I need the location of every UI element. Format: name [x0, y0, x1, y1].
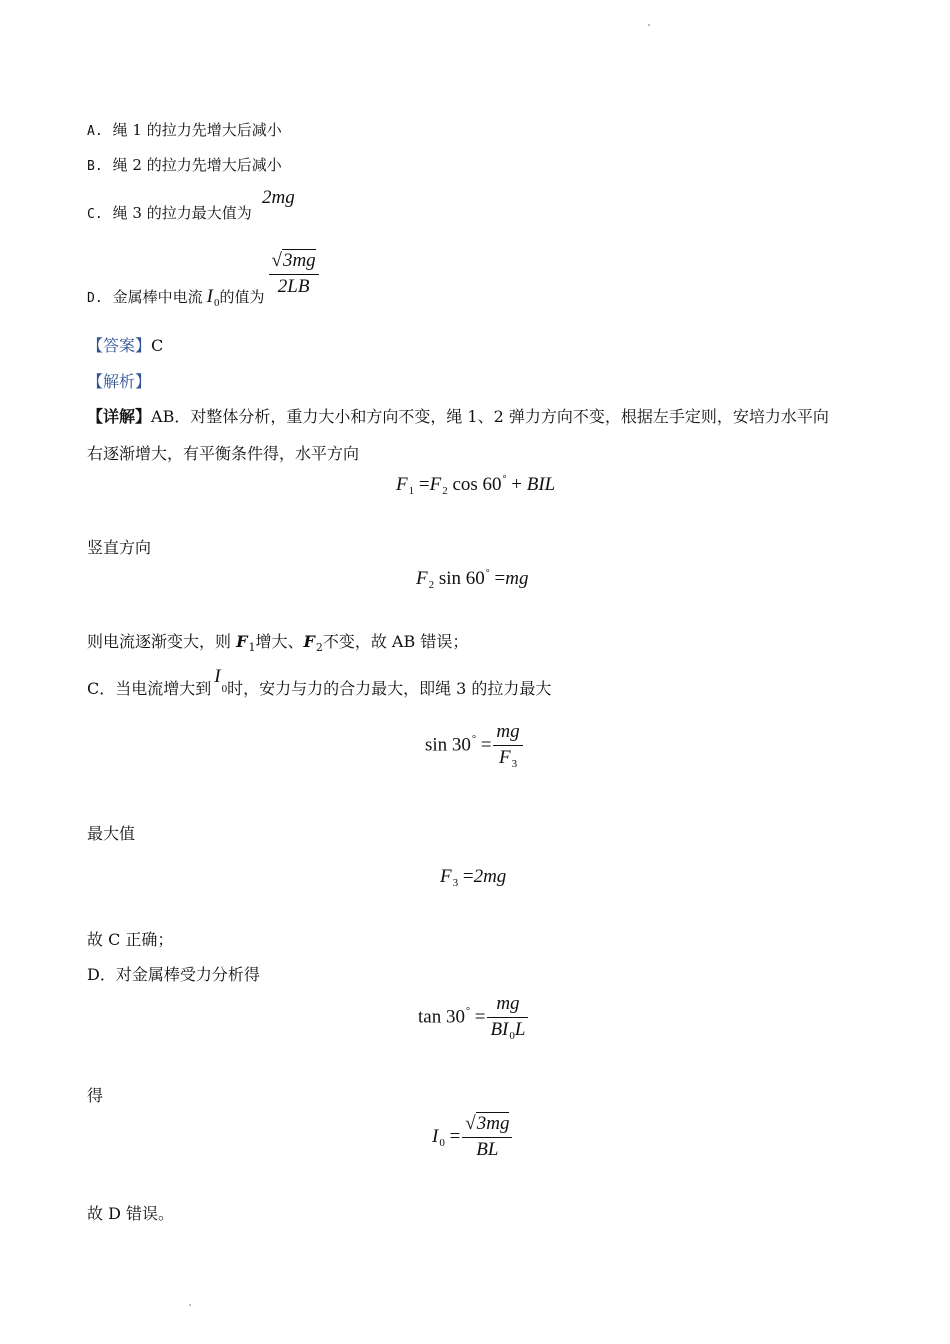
current-sub: 0	[214, 297, 220, 310]
equation-vertical	[416, 568, 529, 591]
eq-func: sin 30	[425, 734, 471, 756]
option-d-fraction	[269, 251, 319, 298]
equation-f3	[440, 866, 506, 889]
option-c	[87, 202, 252, 223]
eq-degree: °	[465, 1006, 470, 1018]
detail-tag: 【详解】	[87, 407, 152, 426]
fraction-numerator: mg	[493, 722, 522, 746]
option-label: A.	[87, 124, 103, 139]
detail-line-1	[87, 404, 829, 427]
sqrt-sign: √	[271, 250, 282, 271]
analysis-tag: 【解析】	[87, 372, 152, 391]
option-label: C.	[87, 207, 103, 222]
answer-line	[87, 333, 163, 356]
eq-plus: +	[511, 474, 522, 495]
equation-horizontal	[396, 474, 555, 497]
eq-degree: °	[471, 734, 476, 746]
fraction-numerator: 3mg	[282, 250, 316, 271]
detail-text: C．当电流增大到	[87, 679, 212, 698]
eq-var: B	[490, 1018, 503, 1040]
eq-var: I	[432, 1125, 439, 1147]
eq-equals: =	[480, 734, 492, 756]
c-correct: 故 C 正确；	[87, 930, 174, 949]
option-text: 绳 2 的拉力先增大后减小	[112, 156, 282, 174]
detail-text: 则电流逐渐变大，则	[87, 632, 237, 651]
equation-i0	[432, 1114, 514, 1161]
detail-line-2: 右逐渐增大，有平衡条件得，水平方向	[87, 444, 360, 463]
eq-sub: 1	[408, 485, 415, 497]
eq-func: tan 30	[418, 1006, 465, 1028]
option-c-value: 2mg	[262, 187, 295, 208]
current-var: I	[206, 286, 213, 308]
scan-dot	[648, 24, 650, 26]
option-text: 绳 1 的拉力先增大后减小	[112, 121, 282, 139]
option-b	[87, 154, 282, 175]
option-text: 的值为	[219, 288, 265, 307]
eq-func: cos 60	[452, 474, 502, 495]
eq-var: F	[303, 632, 315, 651]
d-wrong: 故 D 错误。	[87, 1204, 175, 1223]
fraction-denominator: 2LB	[277, 275, 310, 297]
eq-var: F	[498, 746, 511, 768]
eq-var: F	[429, 474, 442, 495]
detail-line-3	[87, 629, 468, 654]
sqrt-sign: √	[465, 1113, 476, 1134]
eq-sub: 2	[442, 485, 448, 497]
eq-sub: 2	[315, 641, 323, 654]
eq-sub: 0	[509, 1029, 515, 1042]
vertical-label: 竖直方向	[87, 538, 152, 557]
scan-dot	[189, 1304, 191, 1306]
eq-degree: °	[502, 474, 507, 485]
option-d	[87, 250, 321, 310]
option-a	[87, 119, 282, 140]
answer-value: C	[151, 336, 164, 355]
eq-equals: =	[462, 866, 474, 887]
option-text: 金属棒中电流	[112, 288, 203, 307]
detail-text: 不变，故 AB 错误；	[322, 632, 469, 651]
eq-sub: 0	[221, 683, 228, 695]
eq-var: F	[236, 632, 248, 651]
eq-equals: =	[474, 1006, 486, 1028]
eq-var: F	[396, 474, 408, 495]
eq-sub: 3	[511, 757, 518, 770]
fraction-numerator: mg	[487, 994, 528, 1018]
answer-tag: 【答案】	[87, 336, 152, 355]
option-label: B.	[87, 159, 103, 174]
fraction-numerator: 3mg	[476, 1113, 510, 1134]
eq-sub: 0	[439, 1136, 445, 1149]
fraction-denominator: BL	[476, 1138, 499, 1160]
eq-term: mg	[505, 568, 529, 589]
eq-sub: 3	[452, 877, 459, 889]
detail-line-c	[87, 666, 552, 701]
eq-sub: 2	[428, 579, 435, 591]
equation-sin30	[425, 722, 525, 770]
eq-var: I	[214, 666, 221, 687]
eq-equals: =	[418, 474, 430, 495]
eq-func: sin 60	[438, 568, 485, 589]
eq-equals: =	[494, 568, 506, 589]
eq-var: F	[416, 568, 428, 589]
eq-degree: °	[485, 568, 490, 579]
max-value-label: 最大值	[87, 824, 136, 843]
eq-term: 2mg	[473, 866, 507, 887]
eq-var: I	[502, 1018, 509, 1040]
detail-text: 时，安力与力的合力最大，即绳 3 的拉力最大	[227, 679, 552, 698]
option-text: 绳 3 的拉力最大值为	[112, 204, 252, 222]
de-label: 得	[87, 1086, 104, 1105]
eq-var: F	[440, 866, 452, 887]
eq-equals: =	[449, 1125, 461, 1147]
detail-text: AB．对整体分析，重力大小和方向不变，绳 1、2 弹力方向不变，根据左手定则，安培力水平向	[151, 407, 829, 426]
eq-term: BIL	[526, 474, 556, 495]
detail-text: 增大、	[255, 632, 304, 651]
eq-sub: 1	[248, 641, 256, 654]
equation-tan30	[418, 994, 530, 1042]
d-intro: D．对金属棒受力分析得	[87, 965, 260, 984]
eq-var: L	[514, 1018, 526, 1040]
option-label: D.	[87, 291, 103, 307]
